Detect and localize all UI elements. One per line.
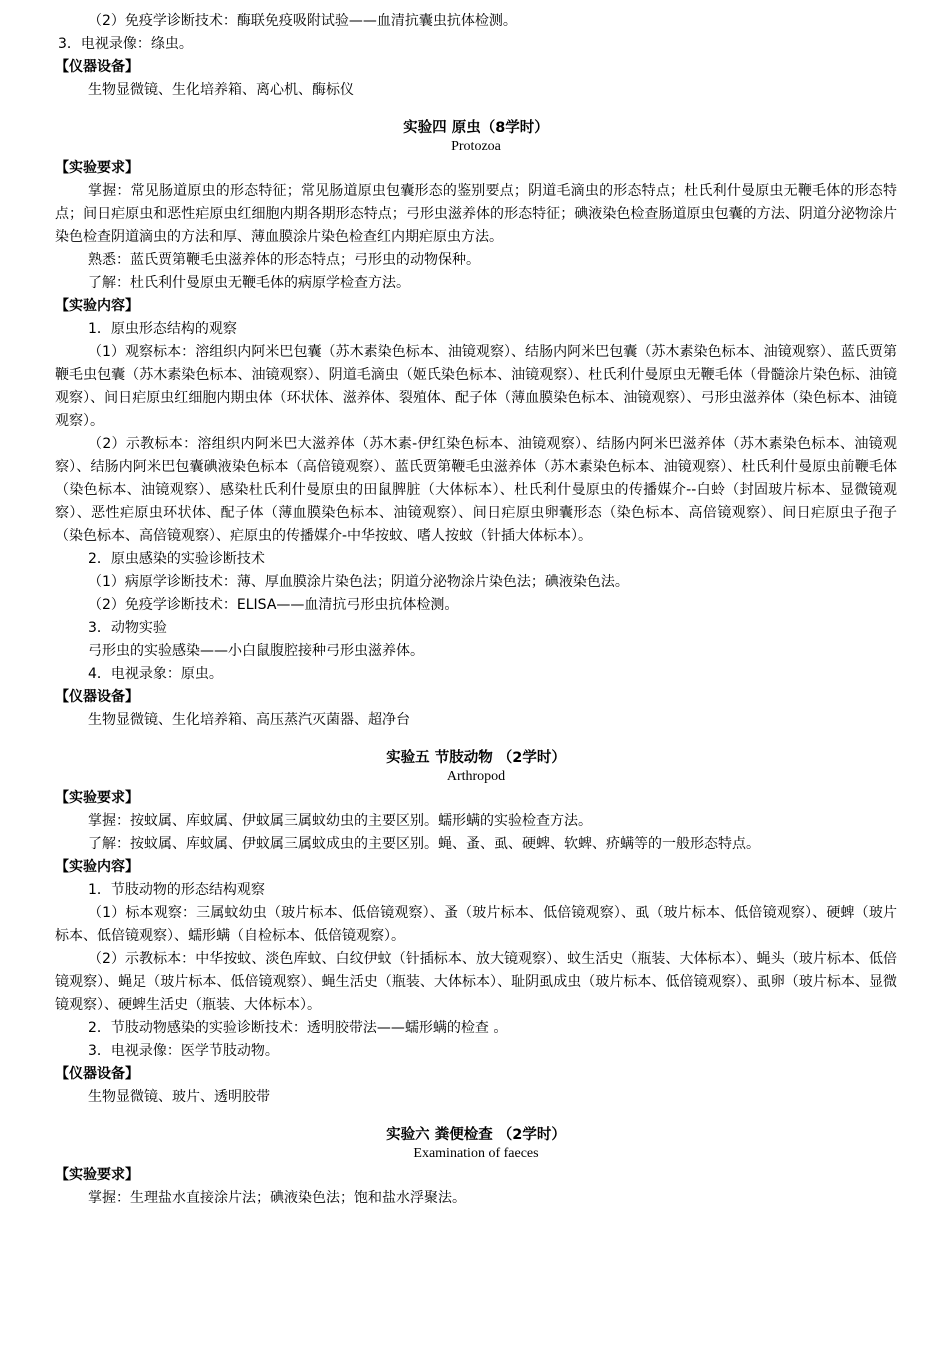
video-line: 3．电视录像：绦虫。 (58, 36, 193, 52)
content-item-1-1: （1）标本观察：三属蚊幼虫（玻片标本、低倍镜观察）、蚤（玻片标本、低倍镜观察）、虱（玻片标本、低倍镜观察）、硬蜱（玻片标本、低倍镜观察）、蠕形螨（自检标本、低倍镜观察）。 (55, 905, 897, 944)
experiment-5-section (55, 748, 897, 1109)
content-item-1: 1．节肢动物的形态结构观察 (88, 882, 265, 898)
content-item-2-1: （1）病原学诊断技术：薄、厚血膜涂片染色法；阴道分泌物涂片染色法；碘液染色法。 (88, 574, 629, 590)
requirements-heading: 【实验要求】 (55, 160, 139, 176)
content-item-2: 2．原虫感染的实验诊断技术 (88, 551, 265, 567)
equipment-heading: 【仪器设备】 (55, 689, 139, 705)
content-item-2: 2．节肢动物感染的实验诊断技术：透明胶带法——蠕形螨的检查 。 (88, 1020, 508, 1036)
content-item-1-2: （2）示教标本：中华按蚊、淡色库蚊、白纹伊蚊（针插标本、放大镜观察）、蚊生活史（瓶装、大体标本）、蝇头（玻片标本、低倍镜观察）、蝇足（玻片标本、低倍镜观察）、蝇生活史（瓶装、大体标本）、耻阴虱成虫（玻片标本、低倍镜观察）、虱卵（玻片标本、显微镜观察）、硬蜱生活史（瓶装、大体标本）。 (55, 951, 897, 1013)
requirement-understand: 了解：杜氏利什曼原虫无鞭毛体的病原学检查方法。 (88, 275, 410, 291)
requirement-master: 掌握：生理盐水直接涂片法；碘液染色法；饱和盐水浮聚法。 (88, 1190, 466, 1206)
experiment-4-section (55, 118, 897, 732)
equipment-heading: 【仪器设备】 (55, 1066, 139, 1082)
content-item-3: 3．动物实验 (88, 620, 167, 636)
previous-section-tail (55, 10, 897, 102)
equipment-list: 生物显微镜、生化培养箱、高压蒸汽灭菌器、超净台 (88, 712, 410, 728)
equipment-list: 生物显微镜、玻片、透明胶带 (88, 1089, 270, 1105)
content-item-4: 4．电视录象：原虫。 (88, 666, 223, 682)
requirement-understand: 了解：按蚊属、库蚊属、伊蚊属三属蚊成虫的主要区别。蝇、蚤、虱、硬蜱、软蜱、疥螨等的一般形态特点。 (88, 836, 760, 852)
content-item-1-2: （2）示教标本：溶组织内阿米巴大滋养体（苏木素-伊红染色标本、油镜观察）、结肠内阿米巴滋养体（苏木素染色标本、油镜观察）、结肠内阿米巴包囊碘液染色标本（高倍镜观察）、蓝氏贾第鞭毛虫滋养体（苏木素染色标本、油镜观察）、杜氏利什曼原虫前鞭毛体（染色标本、油镜观察）、感染杜氏利什曼原虫的田鼠脾脏（大体标本）、杜氏利什曼原虫的传播媒介--白蛉（封固玻片标本、显微镜观察）、恶性疟原虫环状体、配子体（薄血膜染色标本、油镜观察）、间日疟原虫卵囊形态（染色标本、高倍镜观察）、间日疟原虫子孢子（染色标本、高倍镜观察）、疟原虫的传播媒介-中华按蚊、嗜人按蚊（针插大体标本）。 (55, 436, 897, 544)
experiment-6-subtitle: Examination of faeces (413, 1146, 539, 1161)
experiment-5-subtitle: Arthropod (446, 769, 506, 784)
equipment-heading: 【仪器设备】 (55, 59, 139, 75)
experiment-4-title: 实验四 原虫（8学时） (403, 120, 549, 136)
requirements-heading: 【实验要求】 (55, 790, 139, 806)
document-page (55, 10, 897, 1210)
requirements-heading: 【实验要求】 (55, 1167, 139, 1183)
requirement-familiar: 熟悉：蓝氏贾第鞭毛虫滋养体的形态特点；弓形虫的动物保种。 (88, 252, 480, 268)
content-item-3-1: 弓形虫的实验感染——小白鼠腹腔接种弓形虫滋养体。 (88, 643, 424, 659)
requirement-master: 掌握：常见肠道原虫的形态特征；常见肠道原虫包囊形态的鉴别要点；阴道毛滴虫的形态特点；杜氏利什曼原虫无鞭毛体的形态特点；间日疟原虫和恶性疟原虫红细胞内期各期形态特点；弓形虫滋养体的形态特征；碘液染色检查肠道原虫包囊的方法、阴道分泌物涂片染色检查阴道滴虫的方法和厚、薄血膜涂片染色检查红内期疟原虫方法。 (55, 183, 897, 245)
content-item-1-1: （1）观察标本：溶组织内阿米巴包囊（苏木素染色标本、油镜观察）、结肠内阿米巴包囊（苏木素染色标本、油镜观察）、蓝氏贾第鞭毛虫包囊（苏木素染色标本、油镜观察）、阴道毛滴虫（姬氏染色标本、油镜观察）、杜氏利什曼原虫无鞭毛体（骨髓涂片染色标、油镜观察）、间日疟原虫红细胞内期虫体（环状体、滋养体、裂殖体、配子体（薄血膜染色标本、油镜观察）、弓形虫滋养体（染色标本、油镜观察）。 (55, 344, 897, 429)
experiment-6-title: 实验六 粪便检查 （2学时） (386, 1127, 566, 1143)
immuno-diagnosis-line: （2）免疫学诊断技术：酶联免疫吸附试验——血清抗囊虫抗体检测。 (88, 13, 517, 29)
experiment-5-title: 实验五 节肢动物 （2学时） (386, 750, 566, 766)
experiment-4-subtitle: Protozoa (451, 139, 501, 154)
requirement-master: 掌握：按蚊属、库蚊属、伊蚊属三属蚊幼虫的主要区别。蠕形螨的实验检查方法。 (88, 813, 592, 829)
content-item-1: 1．原虫形态结构的观察 (88, 321, 237, 337)
content-heading: 【实验内容】 (55, 859, 139, 875)
content-item-2-2: （2）免疫学诊断技术：ELISA——血清抗弓形虫抗体检测。 (88, 597, 459, 613)
content-item-3: 3．电视录像：医学节肢动物。 (88, 1043, 279, 1059)
content-heading: 【实验内容】 (55, 298, 139, 314)
equipment-list: 生物显微镜、生化培养箱、离心机、酶标仪 (88, 82, 354, 98)
experiment-6-section (55, 1125, 897, 1210)
